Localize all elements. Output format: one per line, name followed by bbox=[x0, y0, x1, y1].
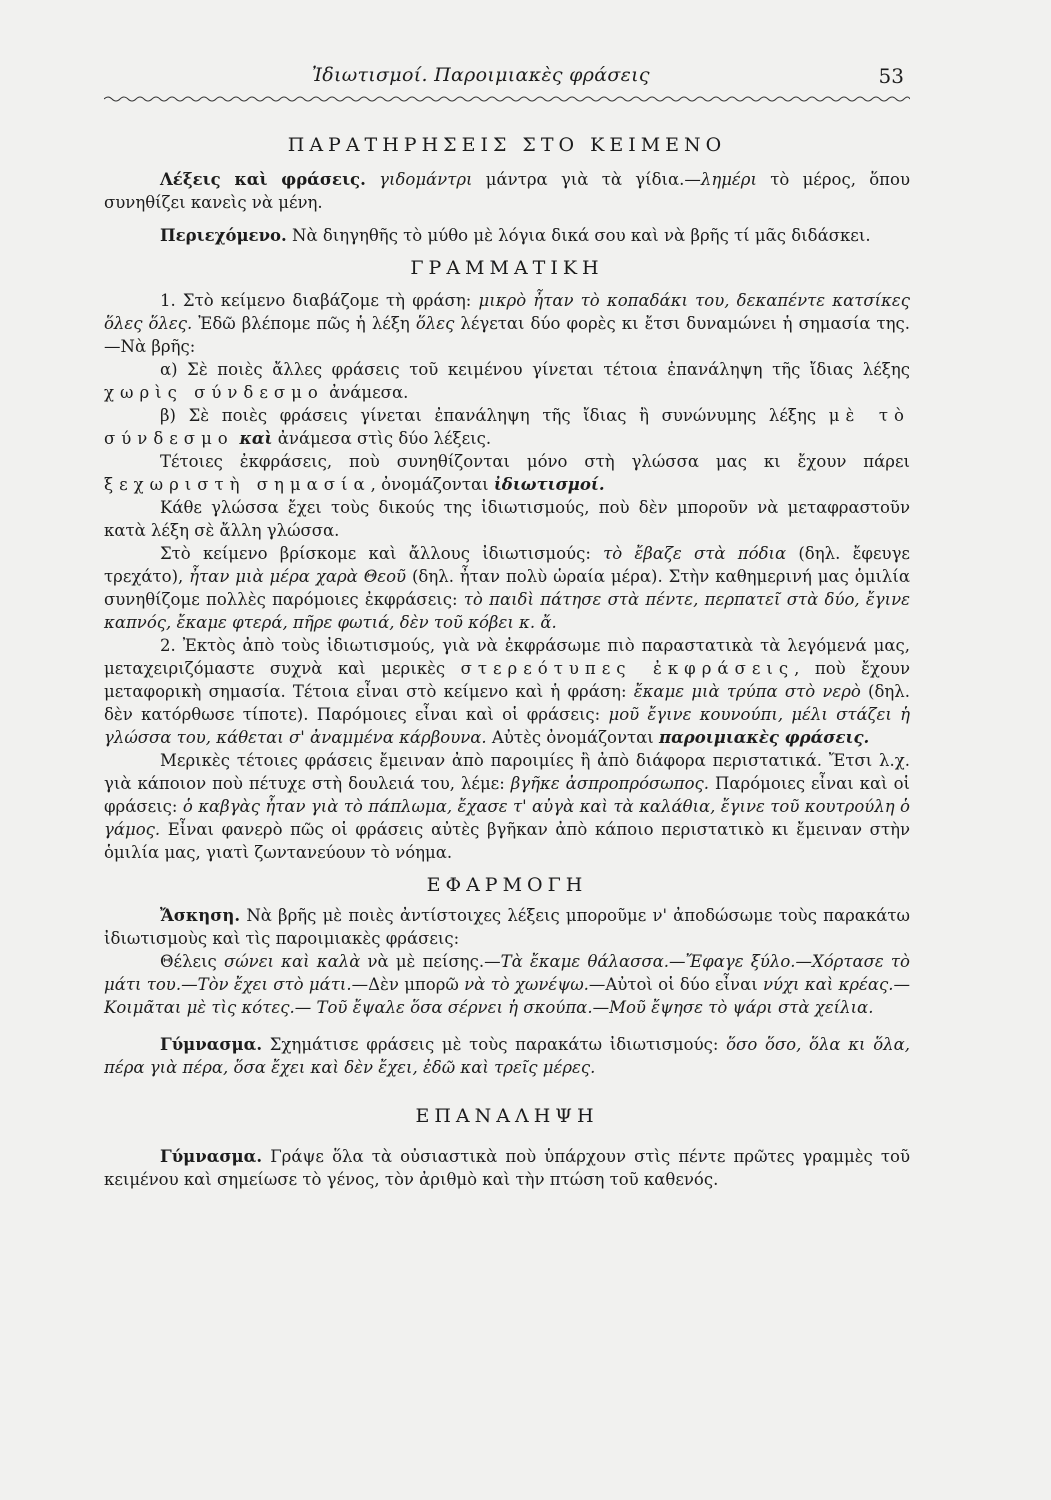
gloss-gidomantri: μάντρα γιὰ τὰ γίδια.— bbox=[472, 170, 701, 189]
grammar-item-b bbox=[104, 404, 910, 450]
exercise-list bbox=[104, 950, 910, 1019]
grammar-paragraph-2 bbox=[104, 450, 910, 496]
term: παροιμιακὲς φράσεις. bbox=[659, 728, 870, 747]
text: (δηλ. ἦταν πολὺ ὡραία μέρα). Στὴν καθημερινή μας ὁμιλία συνηθίζομε πολλὲς παρόμοιες ἐκφράσεις: bbox=[104, 567, 910, 609]
quote: τὸ ἔβαζε στὰ πόδια bbox=[603, 544, 787, 563]
page-number: 53 bbox=[878, 64, 904, 88]
grammar-item-a bbox=[104, 358, 910, 404]
review-title: ΕΠΑΝΑΛΗΨΗ bbox=[415, 1105, 599, 1127]
grammar-paragraph-4 bbox=[104, 542, 910, 634]
emphasis: χωρὶς σύνδεσμο bbox=[104, 383, 324, 402]
review-drill-label: Γύμνασμα. bbox=[160, 1147, 263, 1166]
quote: ὁ καβγὰς ἦταν γιὰ τὸ πάπλωμα, ἔχασε τ' αὐγὰ καὶ τὰ καλάθια, ἔγινε τοῦ κουτρούλη ὁ γάμος. bbox=[104, 797, 910, 839]
observations-title: ΠΑΡΑΤΗΡΗΣΕΙΣ ΣΤΟ ΚΕΙΜΕΝΟ bbox=[287, 134, 727, 156]
quote: σώνει καὶ καλὰ bbox=[223, 952, 361, 971]
text: α) Σὲ ποιὲς ἄλλες φράσεις τοῦ κειμένου γίνεται τέτοια ἐπανάληψη τῆς ἴδιας λέξης bbox=[160, 360, 910, 379]
text: Νὰ βρῆς μὲ ποιὲς ἀντίστοιχες λέξεις μποροῦμε ν' ἀποδώσωμε τοὺς παρακάτω ἰδιωτισμοὺς καὶ τὶς παροιμιακὲς φράσεις: bbox=[104, 906, 910, 948]
words-label: Λέξεις καὶ φράσεις. bbox=[160, 170, 366, 189]
text: (δηλ. ἔφευγε τρεχάτο), bbox=[104, 544, 910, 586]
quote: βγῆκε ἀσπροπρόσωπος. bbox=[510, 774, 710, 793]
text: Θέλεις bbox=[160, 952, 224, 971]
running-title: Ἰδιωτισμοί. Παροιμιακὲς φράσεις bbox=[312, 64, 650, 86]
quote: Τὰ ἔκαμε θάλασσα.—Ἔφαγε ξύλο.—Χόρτασε τὸ μάτι του.—Τὸν ἔχει στὸ μάτι. bbox=[104, 952, 910, 994]
text: Τέτοιες ἐκφράσεις, ποὺ συνηθίζονται μόνο στὴ γλώσσα μας κι ἔχουν πάρει bbox=[160, 452, 910, 471]
text: (δηλ. δὲν κατόρθωσε τίποτε). Παρόμοιες εἶναι καὶ οἱ φράσεις: bbox=[104, 682, 910, 724]
text: λέγεται δύο φορὲς κι ἔτσι δυναμώνει ἡ σημασία της.—Νὰ βρῆς: bbox=[104, 314, 910, 356]
application-title: ΕΦΑΡΜΟΓΗ bbox=[426, 874, 588, 896]
text: —Αὐτοὶ οἱ δύο εἶναι bbox=[588, 975, 763, 994]
gloss-limeri: τὸ μέρος, ὅπου συνηθίζει κανεὶς νὰ μένη. bbox=[104, 170, 910, 212]
quote: τὸ παιδὶ πάτησε στὰ πέντε, περπατεῖ στὰ δύο, ἔγινε καπνός, ἔκαμε φτερά, πῆρε φωτιά, δὲν τοῦ κόβει κ. ἄ. bbox=[104, 590, 910, 632]
grammar-paragraph-5 bbox=[104, 634, 910, 749]
quote: ἔκαμε μιὰ τρύπα στὸ νερὸ bbox=[633, 682, 861, 701]
text: Μερικὲς τέτοιες φράσεις ἔμειναν ἀπὸ παροιμίες ἢ ἀπὸ διάφορα περιστατικά. Ἔτσι λ.χ. γιὰ κάποιον ποὺ πέτυχε στὴ δουλειά του, λέμε: bbox=[104, 751, 910, 793]
grammar-paragraph-6 bbox=[104, 749, 910, 864]
book-page bbox=[104, 60, 910, 1191]
text: β) Σὲ ποιὲς φράσεις γίνεται ἐπανάληψη τῆς ἴδιας ἢ συνώνυμης λέξης bbox=[160, 406, 829, 425]
running-header bbox=[104, 60, 910, 94]
drill-paragraph bbox=[104, 1033, 910, 1079]
text: Στὸ κείμενο βρίσκομε καὶ ἄλλους ἰδιωτισμούς: bbox=[160, 544, 604, 563]
term-gidomantri: γιδομάντρι bbox=[365, 170, 473, 189]
grammar-paragraph-1 bbox=[104, 289, 910, 358]
text: ἀνάμεσα στὶς δύο λέξεις. bbox=[272, 429, 492, 448]
text: —Δὲν μπορῶ bbox=[351, 975, 465, 994]
review-paragraph bbox=[104, 1145, 910, 1191]
text: νὰ μὲ πείσης.— bbox=[360, 952, 501, 971]
quote: ἦταν μιὰ μέρα χαρὰ Θεοῦ bbox=[189, 567, 407, 586]
grammar-paragraph-3: Κάθε γλώσσα ἔχει τοὺς δικούς της ἰδιωτισμούς, ποὺ δὲν μποροῦν νὰ μεταφραστοῦν κατὰ λέξη σὲ ἄλλη γλώσσα. bbox=[104, 498, 910, 540]
content-label: Περιεχόμενο. bbox=[160, 226, 287, 245]
exercise-label: Ἄσκηση. bbox=[160, 906, 241, 925]
quote: νύχι καὶ κρέας.— Κοιμᾶται μὲ τὶς κότες.— Τοῦ ἔψαλε ὅσα σέρνει ἡ σκούπα.—Μοῦ ἔψησε τὸ ψάρι στὰ χείλια. bbox=[104, 975, 911, 1017]
text: 2. Ἐκτὸς ἀπὸ τοὺς ἰδιωτισμούς, γιὰ νὰ ἐκφράσωμε πιὸ παραστατικὰ τὰ λεγόμενά μας, μεταχειριζόμαστε συχνὰ καὶ μερικὲς bbox=[104, 636, 910, 678]
exercise-paragraph bbox=[104, 904, 910, 950]
emphasis: μὲ τὸ σύνδεσμο bbox=[104, 406, 910, 448]
emphasis: ξεχωριστὴ σημασία bbox=[104, 475, 371, 494]
text: Αὐτὲς ὀνομάζονται bbox=[486, 728, 659, 747]
content-paragraph bbox=[104, 224, 910, 247]
term-limeri: λημέρι bbox=[700, 170, 757, 189]
text: Σχημάτισε φράσεις μὲ τοὺς παρακάτω ἰδιωτισμούς: bbox=[262, 1035, 727, 1054]
words-phrases-paragraph bbox=[104, 168, 910, 214]
drill-label: Γύμνασμα. bbox=[160, 1035, 263, 1054]
quote: ὅσο ὅσο, ὅλα κι ὅλα, πέρα γιὰ πέρα, ὅσα ἔχει καὶ δὲν ἔχει, ἐδῶ καὶ τρεῖς μέρες. bbox=[104, 1035, 910, 1077]
wavy-rule bbox=[104, 94, 910, 104]
term: ἰδιωτισμοί. bbox=[493, 475, 605, 494]
content-text: Νὰ διηγηθῆς τὸ μύθο μὲ λόγια δικά σου καὶ νὰ βρῆς τί μᾶς διδάσκει. bbox=[286, 226, 871, 245]
quote: καὶ bbox=[233, 429, 273, 448]
text: Γράψε ὅλα τὰ οὐσιαστικὰ ποὺ ὑπάρχουν στὶς πέντε πρῶτες γραμμὲς τοῦ κειμένου καὶ σημείωσε τὸ γένος, τὸν ἀριθμὸ καὶ τὴν πτώση τοῦ καθενός. bbox=[104, 1147, 910, 1189]
quote: νὰ τὸ χωνέψω. bbox=[464, 975, 589, 994]
text: , ποὺ ἔχουν μεταφορικὴ σημασία. Τέτοια εἶναι στὸ κείμενο καὶ ἡ φράση: bbox=[104, 659, 910, 701]
text: ἀνάμεσα. bbox=[323, 383, 409, 402]
text: Παρόμοιες εἶναι καὶ οἱ φράσεις: bbox=[104, 774, 910, 816]
quote: μοῦ ἔγινε κουνούπι, μέλι στάζει ἡ γλώσσα του, κάθεται σ' ἀναμμένα κάρβουνα. bbox=[104, 705, 910, 747]
text: Ἐδῶ βλέπομε πῶς ἡ λέξη bbox=[192, 314, 416, 333]
emphasis: στερεότυπες ἐκφράσεις bbox=[460, 659, 795, 678]
text: Εἶναι φανερὸ πῶς οἱ φράσεις αὐτὲς βγῆκαν ἀπὸ κάποιο περιστατικὸ κι ἔμειναν στὴν ὁμιλία μας, γιατὶ ζωντανεύουν τὸ νόημα. bbox=[104, 820, 910, 862]
text: , ὀνομάζονται bbox=[370, 475, 494, 494]
grammar-title: ΓΡΑΜΜΑΤΙΚΗ bbox=[410, 257, 604, 279]
text: 1. Στὸ κείμενο διαβάζομε τὴ φράση: bbox=[160, 291, 479, 310]
quote: ὅλες bbox=[415, 314, 455, 333]
quote: μικρὸ ἦταν τὸ κοπαδάκι του, δεκαπέντε κατσίκες ὅλες ὅλες. bbox=[104, 291, 911, 333]
